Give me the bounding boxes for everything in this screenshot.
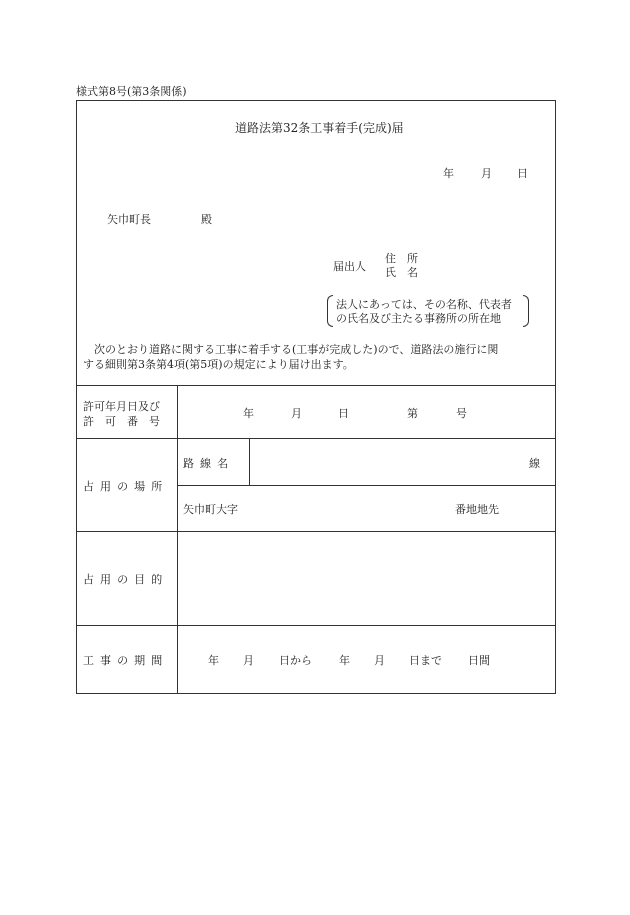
applicant-address: 住 所 — [385, 252, 418, 265]
table-label-divider — [177, 385, 178, 693]
addressee-name: 矢巾町長 — [107, 213, 151, 226]
left-brace — [327, 295, 333, 327]
permit-month: 月 — [291, 407, 302, 420]
form-number: 様式第8号(第3条関係) — [76, 85, 187, 98]
date-month: 月 — [481, 167, 492, 180]
period-year2: 年 — [339, 654, 350, 667]
purpose-label: 占用の目的 — [83, 573, 169, 586]
table-top-line — [77, 385, 555, 386]
permit-day: 日 — [338, 407, 349, 420]
form-frame — [76, 100, 556, 694]
location-lot: 番地地先 — [455, 503, 499, 516]
location-label: 占用の場所 — [83, 480, 169, 493]
location-inner-divider — [177, 485, 555, 486]
permit-label-line2: 許 可 番 号 — [83, 415, 160, 428]
date-year: 年 — [443, 167, 454, 180]
applicant-name: 氏 名 — [385, 266, 418, 279]
permit-dai: 第 — [407, 407, 418, 420]
addressee-honorific: 殿 — [201, 213, 212, 226]
corporate-note-line2: の氏名及び主たる事務所の所在地 — [336, 312, 501, 325]
period-from: 日から — [279, 654, 312, 667]
period-year1: 年 — [208, 654, 219, 667]
applicant-label: 届出人 — [333, 260, 366, 273]
row-divider-3 — [77, 625, 555, 626]
corporate-note-line1: 法人にあっては、その名称、代表者 — [336, 298, 512, 311]
route-suffix: 線 — [529, 457, 540, 470]
period-label: 工事の期間 — [83, 654, 169, 667]
right-brace — [523, 295, 529, 327]
body-text-line1: 次のとおり道路に関する工事に着手する(工事が完成した)ので、道路法の施行に関 — [94, 343, 499, 356]
body-text-line2: する細則第3条第4項(第5項)の規定により届け出ます。 — [83, 358, 354, 371]
permit-year: 年 — [243, 407, 254, 420]
period-month1: 月 — [243, 654, 254, 667]
row-divider-2 — [77, 531, 555, 532]
date-day: 日 — [517, 167, 528, 180]
location-town: 矢巾町大字 — [183, 503, 238, 516]
corporate-note — [327, 295, 529, 327]
period-until: 日まで — [409, 654, 442, 667]
route-label-divider — [249, 438, 250, 485]
period-days: 日間 — [468, 654, 490, 667]
row-divider-1 — [77, 438, 555, 439]
period-month2: 月 — [374, 654, 385, 667]
route-name-label: 路線名 — [183, 457, 235, 470]
permit-go: 号 — [456, 407, 467, 420]
form-title: 道路法第32条工事着手(完成)届 — [235, 121, 404, 135]
permit-label-line1: 許可年月日及び — [83, 400, 160, 413]
